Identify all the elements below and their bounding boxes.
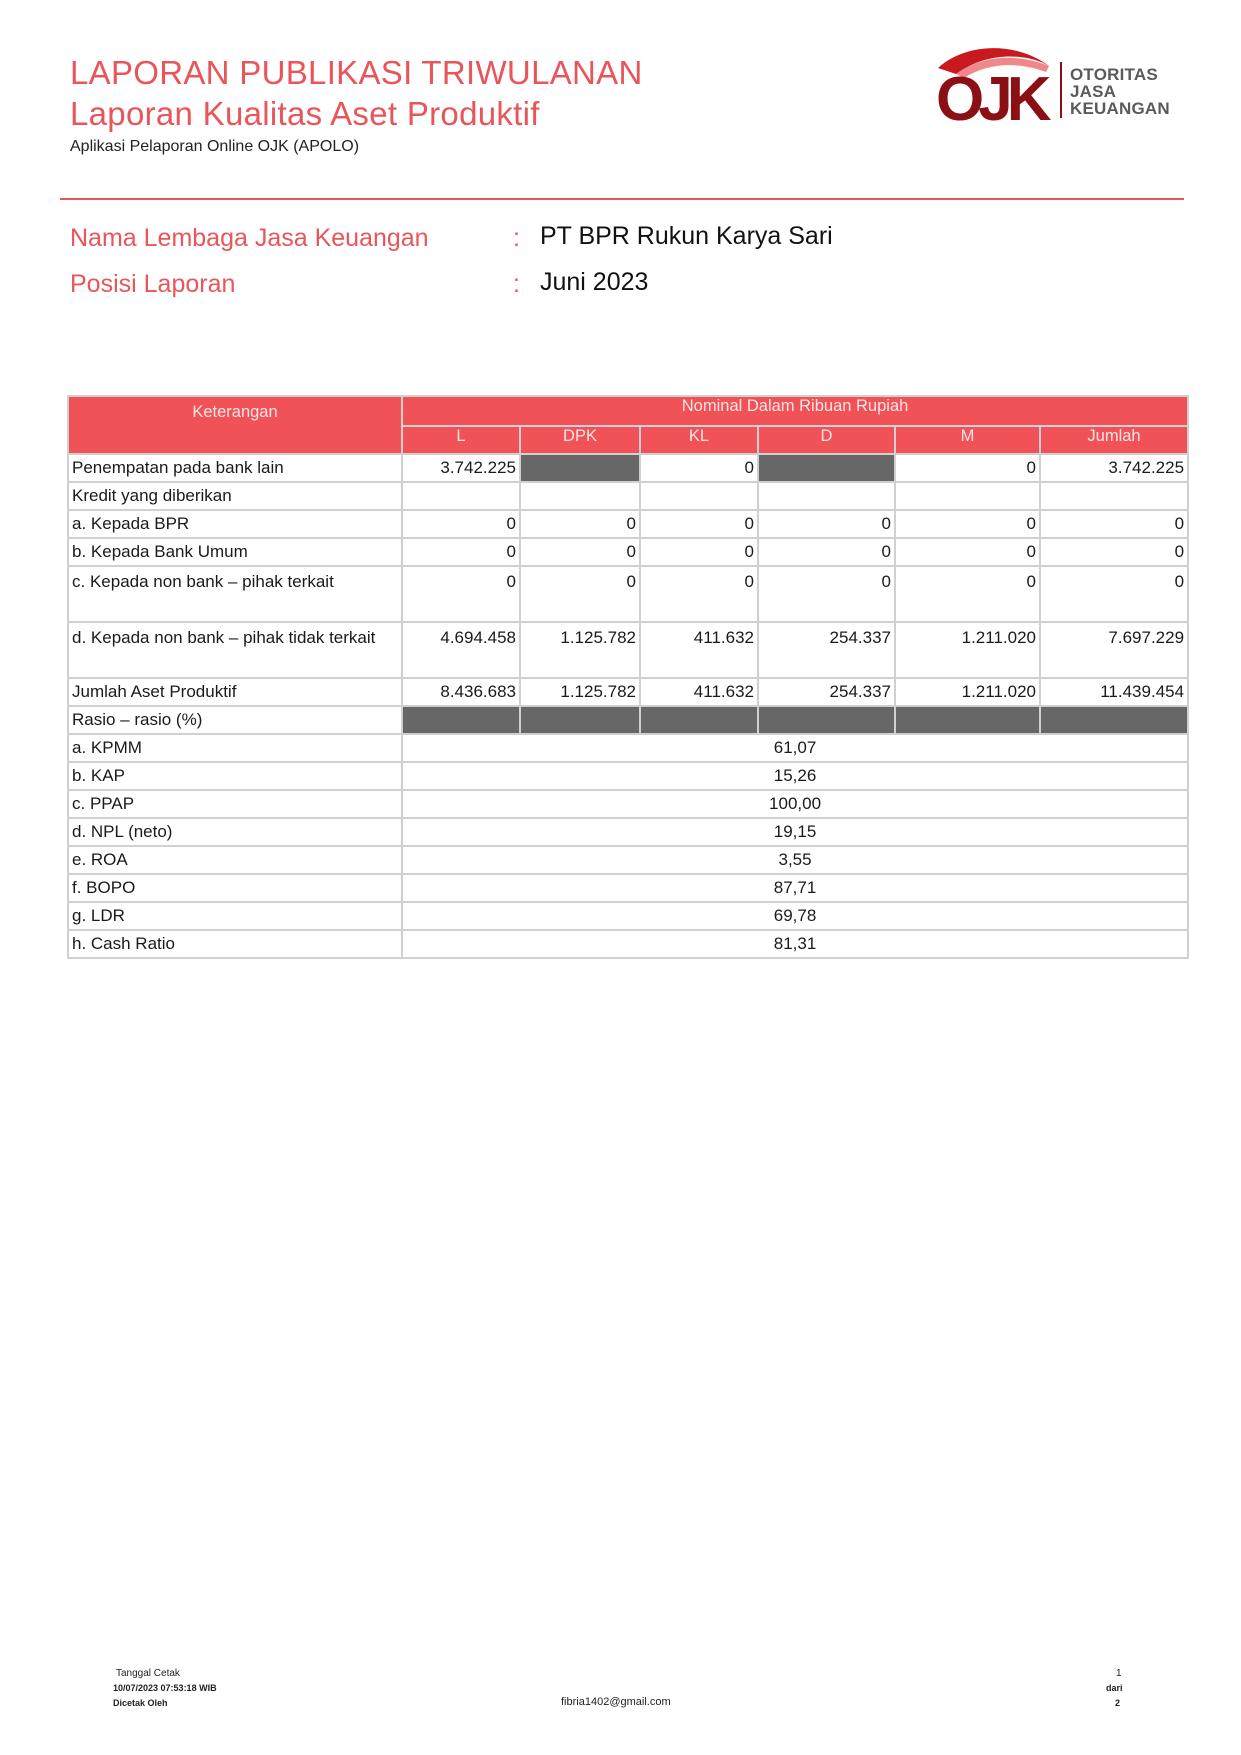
cell-blocked xyxy=(1040,706,1188,734)
application-name: Aplikasi Pelaporan Online OJK (APOLO) xyxy=(70,138,360,155)
cell-value: 0 xyxy=(895,454,1040,482)
logo-text-line3: KEUANGAN xyxy=(1070,99,1170,118)
ratio-value: 61,07 xyxy=(402,734,1188,762)
report-subtitle: Laporan Kualitas Aset Produktif xyxy=(70,95,540,132)
ratio-value: 15,26 xyxy=(402,762,1188,790)
cell-value: 254.337 xyxy=(758,678,895,706)
row-label: b. Kepada Bank Umum xyxy=(68,538,402,566)
cell-value: 411.632 xyxy=(640,678,758,706)
ratio-row xyxy=(68,762,1188,790)
table-row xyxy=(68,510,1188,538)
cell-value: 0 xyxy=(1040,510,1188,538)
page-current: 1 xyxy=(1116,1668,1122,1679)
cell-empty xyxy=(402,482,520,510)
cell-value: 1.211.020 xyxy=(895,678,1040,706)
cell-value: 3.742.225 xyxy=(402,454,520,482)
report-title: LAPORAN PUBLIKASI TRIWULANAN xyxy=(70,54,643,91)
cell-value: 11.439.454 xyxy=(1040,678,1188,706)
ratio-label: d. NPL (neto) xyxy=(68,818,402,846)
cell-value: 0 xyxy=(895,510,1040,538)
cell-value: 1.125.782 xyxy=(520,678,640,706)
period-colon: : xyxy=(513,270,520,298)
ratio-label: g. LDR xyxy=(68,902,402,930)
period-value: Juni 2023 xyxy=(540,268,649,296)
cell-value: 0 xyxy=(402,510,520,538)
cell-value: 7.697.229 xyxy=(1040,622,1188,678)
cell-empty xyxy=(1040,482,1188,510)
printed-by-label: Dicetak Oleh xyxy=(113,1698,168,1708)
col-header-l: L xyxy=(402,426,520,454)
page-total: 2 xyxy=(1115,1698,1121,1708)
cell-value: 0 xyxy=(1040,538,1188,566)
ratio-value: 3,55 xyxy=(402,846,1188,874)
cell-value: 1.125.782 xyxy=(520,622,640,678)
cell-value: 0 xyxy=(1040,566,1188,622)
logo-text-line1: OTORITAS xyxy=(1070,65,1158,84)
asset-quality-table xyxy=(67,395,1189,959)
cell-value: 0 xyxy=(402,566,520,622)
table-row xyxy=(68,538,1188,566)
col-description-header: Keterangan xyxy=(68,396,402,454)
ratio-label: b. KAP xyxy=(68,762,402,790)
cell-value: 0 xyxy=(640,538,758,566)
cell-empty xyxy=(895,482,1040,510)
col-header-dpk: DPK xyxy=(520,426,640,454)
header-divider xyxy=(60,198,1184,200)
ratio-row xyxy=(68,874,1188,902)
svg-text:OJK: OJK xyxy=(936,65,1046,126)
cell-value: 0 xyxy=(758,566,895,622)
page-of-label: dari xyxy=(1106,1683,1123,1693)
col-header-d: D xyxy=(758,426,895,454)
ojk-logo-text xyxy=(1070,66,1170,117)
table-row xyxy=(68,454,1188,482)
cell-value: 4.694.458 xyxy=(402,622,520,678)
cell-value: 0 xyxy=(520,566,640,622)
logo-text-line2: JASA xyxy=(1070,82,1117,101)
ratio-label: f. BOPO xyxy=(68,874,402,902)
cell-blocked xyxy=(758,454,895,482)
ratio-label: c. PPAP xyxy=(68,790,402,818)
ratio-row xyxy=(68,846,1188,874)
cell-empty xyxy=(640,482,758,510)
institution-value: PT BPR Rukun Karya Sari xyxy=(540,222,833,250)
cell-blocked xyxy=(640,706,758,734)
table-row xyxy=(68,566,1188,622)
row-label: Rasio – rasio (%) xyxy=(68,706,402,734)
cell-value: 1.211.020 xyxy=(895,622,1040,678)
row-label: Jumlah Aset Produktif xyxy=(68,678,402,706)
row-label: Penempatan pada bank lain xyxy=(68,454,402,482)
cell-value: 254.337 xyxy=(758,622,895,678)
print-date-label: Tanggal Cetak xyxy=(116,1668,180,1679)
cell-value: 0 xyxy=(640,454,758,482)
table-row xyxy=(68,482,1188,510)
cell-value: 0 xyxy=(640,510,758,538)
print-date-value: 10/07/2023 07:53:18 WIB xyxy=(113,1683,217,1693)
cell-value: 0 xyxy=(758,538,895,566)
period-label: Posisi Laporan xyxy=(70,270,236,298)
ratio-row xyxy=(68,790,1188,818)
cell-empty xyxy=(520,482,640,510)
ratio-value: 81,31 xyxy=(402,930,1188,958)
ratio-label: h. Cash Ratio xyxy=(68,930,402,958)
row-label: d. Kepada non bank – pihak tidak terkait xyxy=(68,622,402,678)
table-row xyxy=(68,622,1188,678)
col-header-kl: KL xyxy=(640,426,758,454)
cell-value: 0 xyxy=(520,538,640,566)
ratio-value: 19,15 xyxy=(402,818,1188,846)
row-label: c. Kepada non bank – pihak terkait xyxy=(68,566,402,622)
ratio-label: e. ROA xyxy=(68,846,402,874)
cell-value: 0 xyxy=(895,538,1040,566)
institution-colon: : xyxy=(513,224,520,252)
ratio-value: 87,71 xyxy=(402,874,1188,902)
table-row-total xyxy=(68,678,1188,706)
col-header-m: M xyxy=(895,426,1040,454)
cell-value: 3.742.225 xyxy=(1040,454,1188,482)
ratio-label: a. KPMM xyxy=(68,734,402,762)
cell-value: 0 xyxy=(640,566,758,622)
cell-value: 8.436.683 xyxy=(402,678,520,706)
cell-value: 0 xyxy=(520,510,640,538)
ratio-row xyxy=(68,818,1188,846)
cell-value: 0 xyxy=(758,510,895,538)
ratio-row xyxy=(68,734,1188,762)
cell-value: 0 xyxy=(895,566,1040,622)
cell-blocked xyxy=(520,454,640,482)
printed-by-value: fibria1402@gmail.com xyxy=(561,1696,671,1708)
cell-blocked xyxy=(402,706,520,734)
col-group-header: Nominal Dalam Ribuan Rupiah xyxy=(402,396,1188,426)
col-header-jumlah: Jumlah xyxy=(1040,426,1188,454)
cell-empty xyxy=(758,482,895,510)
cell-blocked xyxy=(758,706,895,734)
ratio-row xyxy=(68,930,1188,958)
cell-blocked xyxy=(520,706,640,734)
table-row xyxy=(68,706,1188,734)
cell-value: 0 xyxy=(402,538,520,566)
ratio-value: 100,00 xyxy=(402,790,1188,818)
row-label: Kredit yang diberikan xyxy=(68,482,402,510)
cell-value: 411.632 xyxy=(640,622,758,678)
ratio-row xyxy=(68,902,1188,930)
row-label: a. Kepada BPR xyxy=(68,510,402,538)
ratio-value: 69,78 xyxy=(402,902,1188,930)
institution-label: Nama Lembaga Jasa Keuangan xyxy=(70,224,429,252)
cell-blocked xyxy=(895,706,1040,734)
